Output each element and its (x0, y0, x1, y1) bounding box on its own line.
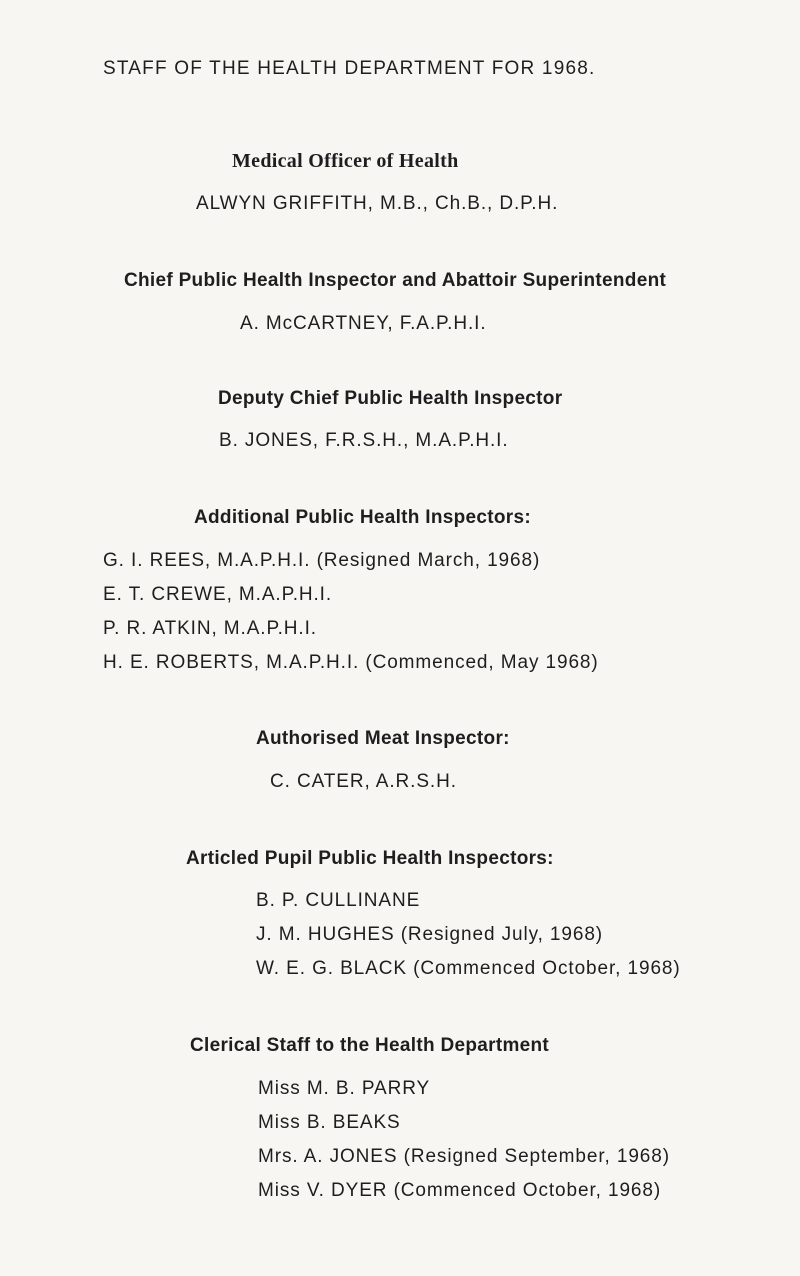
staff-entry: J. M. HUGHES (Resigned July, 1968) (256, 924, 604, 945)
staff-entry: ALWYN GRIFFITH, M.B., Ch.B., D.P.H. (196, 193, 559, 214)
section-heading: Medical Officer of Health (232, 150, 459, 172)
staff-entry: C. CATER, A.R.S.H. (270, 771, 457, 792)
staff-entry: P. R. ATKIN, M.A.P.H.I. (103, 618, 317, 639)
staff-entry: A. McCARTNEY, F.A.P.H.I. (240, 313, 487, 334)
page-title: STAFF OF THE HEALTH DEPARTMENT FOR 1968. (103, 58, 596, 79)
staff-entry: Miss B. BEAKS (258, 1112, 401, 1133)
section-heading: Deputy Chief Public Health Inspector (218, 388, 563, 409)
staff-entry: H. E. ROBERTS, M.A.P.H.I. (Commenced, May 1968) (103, 652, 599, 673)
section-heading: Clerical Staff to the Health Department (190, 1035, 550, 1056)
staff-entry: Miss V. DYER (Commenced October, 1968) (258, 1180, 662, 1201)
section-heading: Additional Public Health Inspectors: (194, 507, 532, 528)
staff-entry: Miss M. B. PARRY (258, 1078, 431, 1099)
section-heading: Chief Public Health Inspector and Abattoir Superintendent (124, 270, 667, 291)
section-heading: Articled Pupil Public Health Inspectors: (186, 848, 554, 869)
staff-entry: G. I. REES, M.A.P.H.I. (Resigned March, 1968) (103, 550, 541, 571)
staff-entry: Mrs. A. JONES (Resigned September, 1968) (258, 1146, 670, 1167)
staff-entry: B. P. CULLINANE (256, 890, 421, 911)
staff-entry: W. E. G. BLACK (Commenced October, 1968) (256, 958, 681, 979)
staff-entry: B. JONES, F.R.S.H., M.A.P.H.I. (219, 430, 509, 451)
section-heading: Authorised Meat Inspector: (256, 728, 510, 749)
staff-entry: E. T. CREWE, M.A.P.H.I. (103, 584, 333, 605)
